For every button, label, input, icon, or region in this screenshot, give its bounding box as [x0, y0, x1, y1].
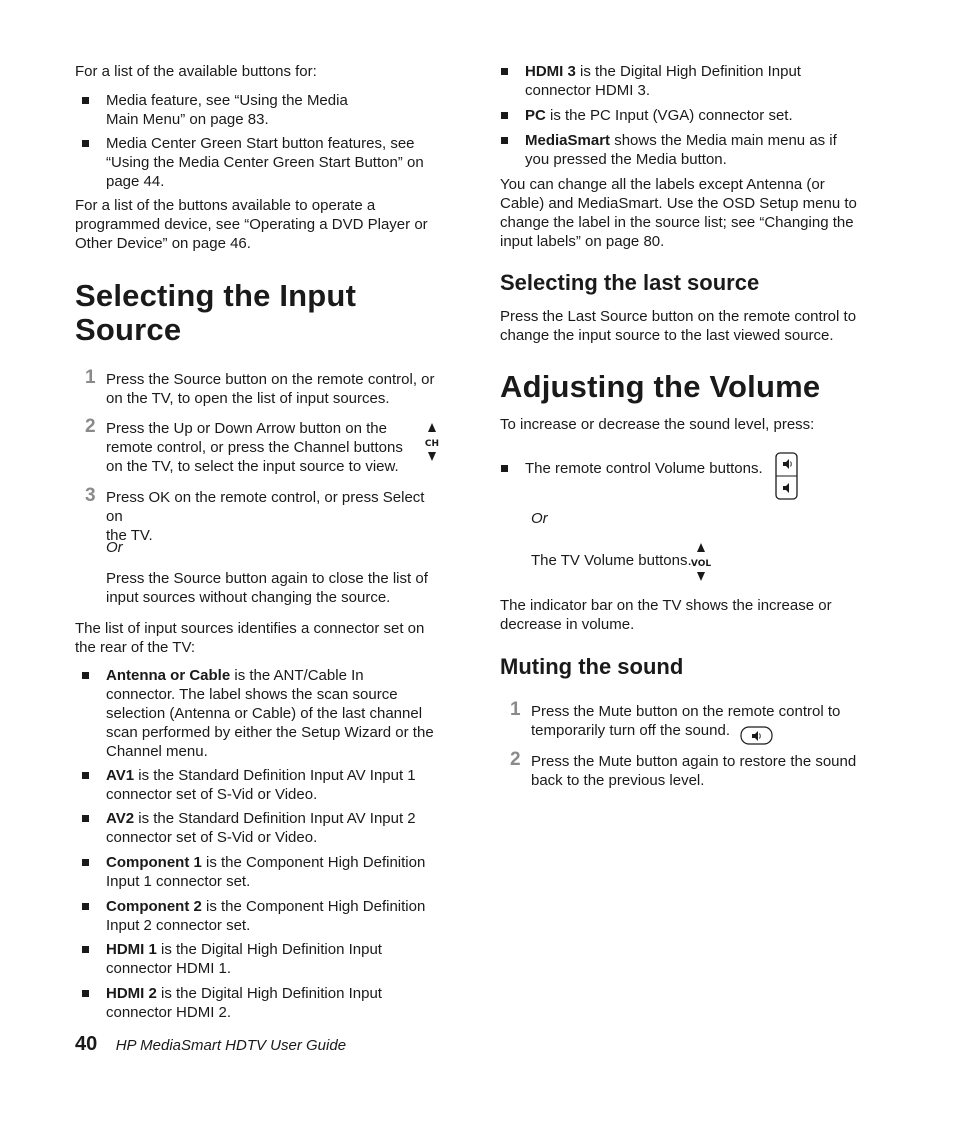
step-line: temporarily turn off the sound.: [531, 722, 730, 739]
step-line: Press the Up or Down Arrow button on the: [106, 420, 387, 437]
paragraph-line: Cable) and MediaSmart. Use the OSD Setup menu to: [500, 195, 857, 212]
bullet-icon: [501, 112, 508, 119]
source-item-line: connector set of S-Vid or Video.: [106, 786, 318, 803]
paragraph-line: The indicator bar on the TV shows the increase or: [500, 597, 832, 614]
paragraph-line: input sources without changing the source.: [106, 589, 391, 606]
source-name: Antenna or Cable: [106, 667, 231, 684]
bullet-icon: [82, 772, 89, 779]
page-number: 40: [75, 1033, 98, 1055]
bullet-icon: [82, 859, 89, 866]
tv-volume-buttons-icon: [688, 541, 714, 585]
bullet-icon: [82, 97, 89, 104]
paragraph-line: Press the Source button again to close the list of: [106, 570, 428, 587]
channel-buttons-icon: [420, 421, 444, 465]
guide-title: HP MediaSmart HDTV User Guide: [115, 1037, 347, 1054]
list-item-line: Main Menu” on page 83.: [106, 111, 269, 128]
step-line: Press OK on the remote control, or press Select on: [106, 489, 425, 525]
bullet-icon: [501, 465, 508, 472]
ch-label: CH: [424, 439, 440, 449]
list-item-line: Media feature, see “Using the Media: [106, 92, 348, 109]
list-item-line: The remote control Volume buttons.: [525, 460, 763, 477]
source-item-line: [106, 809, 446, 828]
bullet-icon: [82, 815, 89, 822]
source-desc: is the Digital High Definition Input: [156, 985, 382, 1002]
indicator-paragraph: [500, 596, 832, 634]
source-item-line: [106, 897, 446, 916]
section-title-muting: Muting the sound: [500, 654, 684, 679]
source-item-line: connector HDMI 1.: [106, 960, 232, 977]
source-desc: shows the Media main menu as if: [610, 132, 837, 149]
vol-label: VOL: [690, 559, 712, 569]
bullet-icon: [82, 672, 89, 679]
list-item-line: “Using the Media Center Green Start Button” on: [106, 154, 424, 171]
paragraph-line: change the label in the source list; see “Changing the: [500, 214, 854, 231]
source-desc: is the Standard Definition Input AV Input 2: [134, 810, 416, 827]
paragraph-line: change the input source to the last viewed source.: [500, 327, 834, 344]
source-item-line: connector HDMI 3.: [525, 82, 651, 99]
step-number: 3: [85, 485, 96, 506]
or-text: Or: [106, 539, 123, 556]
step-line: on the TV, to open the list of input sources.: [106, 390, 390, 407]
section-title-volume: Adjusting the Volume: [500, 369, 821, 404]
source-desc: is the Digital High Definition Input: [575, 63, 801, 80]
paragraph-line: For a list of the buttons available to operate a: [75, 197, 376, 214]
step-line: Press the Mute button on the remote control to: [531, 703, 841, 720]
volume-intro-text: To increase or decrease the sound level, press:: [500, 416, 815, 433]
intro-text: For a list of the available buttons for:: [75, 63, 317, 80]
step-line: on the TV, to select the input source to view.: [106, 458, 399, 475]
bullet-icon: [82, 946, 89, 953]
source-item-line: connector. The label shows the scan source: [106, 686, 398, 703]
source-item-line: [106, 853, 446, 872]
paragraph-line: You can change all the labels except Antenna (or: [500, 176, 825, 193]
source-desc: is the Digital High Definition Input: [156, 941, 382, 958]
source-desc: is the Component High Definition: [201, 854, 426, 871]
paragraph-line: the rear of the TV:: [75, 639, 196, 656]
section-title-last-source: Selecting the last source: [500, 270, 760, 295]
source-item-line: connector HDMI 2.: [106, 1004, 232, 1021]
volume-buttons-icon: [775, 452, 799, 501]
source-item-line: you pressed the Media button.: [525, 151, 727, 168]
step-number: 2: [510, 749, 521, 770]
tv-volume-text: The TV Volume buttons.: [531, 552, 692, 569]
source-desc: is the Standard Definition Input AV Input 1: [134, 767, 416, 784]
source-name: HDMI 1: [106, 941, 157, 958]
step-line: the TV.: [106, 527, 153, 544]
last-source-paragraph: [500, 307, 856, 345]
source-name: AV1: [106, 767, 135, 784]
bullet-icon: [82, 990, 89, 997]
title-line: Source: [75, 312, 182, 347]
bullet-icon: [82, 140, 89, 147]
source-item-line: Input 2 connector set.: [106, 917, 251, 934]
step-number: 1: [85, 367, 96, 388]
source-name: AV2: [106, 810, 135, 827]
paragraph-line: decrease in volume.: [500, 616, 635, 633]
step-line: Press the Source button on the remote control, or: [106, 371, 435, 388]
paragraph-line: Other Device” on page 46.: [75, 235, 251, 252]
or-text: Or: [531, 510, 548, 527]
list-item-line: Media Center Green Start button features, see: [106, 135, 415, 152]
labels-paragraph: [500, 175, 857, 251]
paragraph-line: input labels” on page 80.: [500, 233, 665, 250]
step-number: 1: [510, 699, 521, 720]
bullet-icon: [82, 903, 89, 910]
source-desc: is the Component High Definition: [201, 898, 426, 915]
close-list-paragraph: [106, 569, 428, 607]
source-name: Component 1: [106, 854, 202, 871]
source-list-intro: [75, 619, 424, 657]
step-line: back to the previous level.: [531, 772, 705, 789]
source-item-line: selection (Antenna or Cable) of the last channel: [106, 705, 423, 722]
source-item-line: [106, 766, 446, 785]
bullet-icon: [501, 137, 508, 144]
source-item-line: Input 1 connector set.: [106, 873, 251, 890]
source-name: HDMI 3: [525, 63, 576, 80]
source-name: HDMI 2: [106, 985, 157, 1002]
source-item-line: [525, 106, 865, 125]
mute-button-icon: [740, 726, 774, 746]
section-title-input-source: [75, 279, 356, 347]
bullet-icon: [501, 68, 508, 75]
source-item-line: [525, 62, 865, 81]
title-line: Selecting the Input: [75, 278, 357, 313]
source-name: Component 2: [106, 898, 202, 915]
source-desc: is the ANT/Cable In: [230, 667, 364, 684]
source-item-line: Channel menu.: [106, 743, 208, 760]
source-item-line: scan performed by either the Setup Wizard or the: [106, 724, 434, 741]
paragraph-line: The list of input sources identifies a connector set on: [75, 620, 425, 637]
step-line: remote control, or press the Channel buttons: [106, 439, 403, 456]
source-item-line: [525, 131, 865, 150]
paragraph-line: Press the Last Source button on the remote control to: [500, 308, 857, 325]
source-item-line: [106, 940, 446, 959]
source-name: PC: [525, 107, 546, 124]
source-item-line: connector set of S-Vid or Video.: [106, 829, 318, 846]
step-line: Press the Mute button again to restore the sound: [531, 753, 857, 770]
list-item-line: page 44.: [106, 173, 165, 190]
programmed-device-paragraph: [75, 196, 428, 253]
source-item-line: [106, 984, 446, 1003]
page-footer: [75, 1033, 346, 1056]
source-name: MediaSmart: [525, 132, 611, 149]
source-desc: is the PC Input (VGA) connector set.: [545, 107, 793, 124]
source-item-line: [106, 666, 446, 685]
paragraph-line: programmed device, see “Operating a DVD Player or: [75, 216, 428, 233]
step-number: 2: [85, 416, 96, 437]
